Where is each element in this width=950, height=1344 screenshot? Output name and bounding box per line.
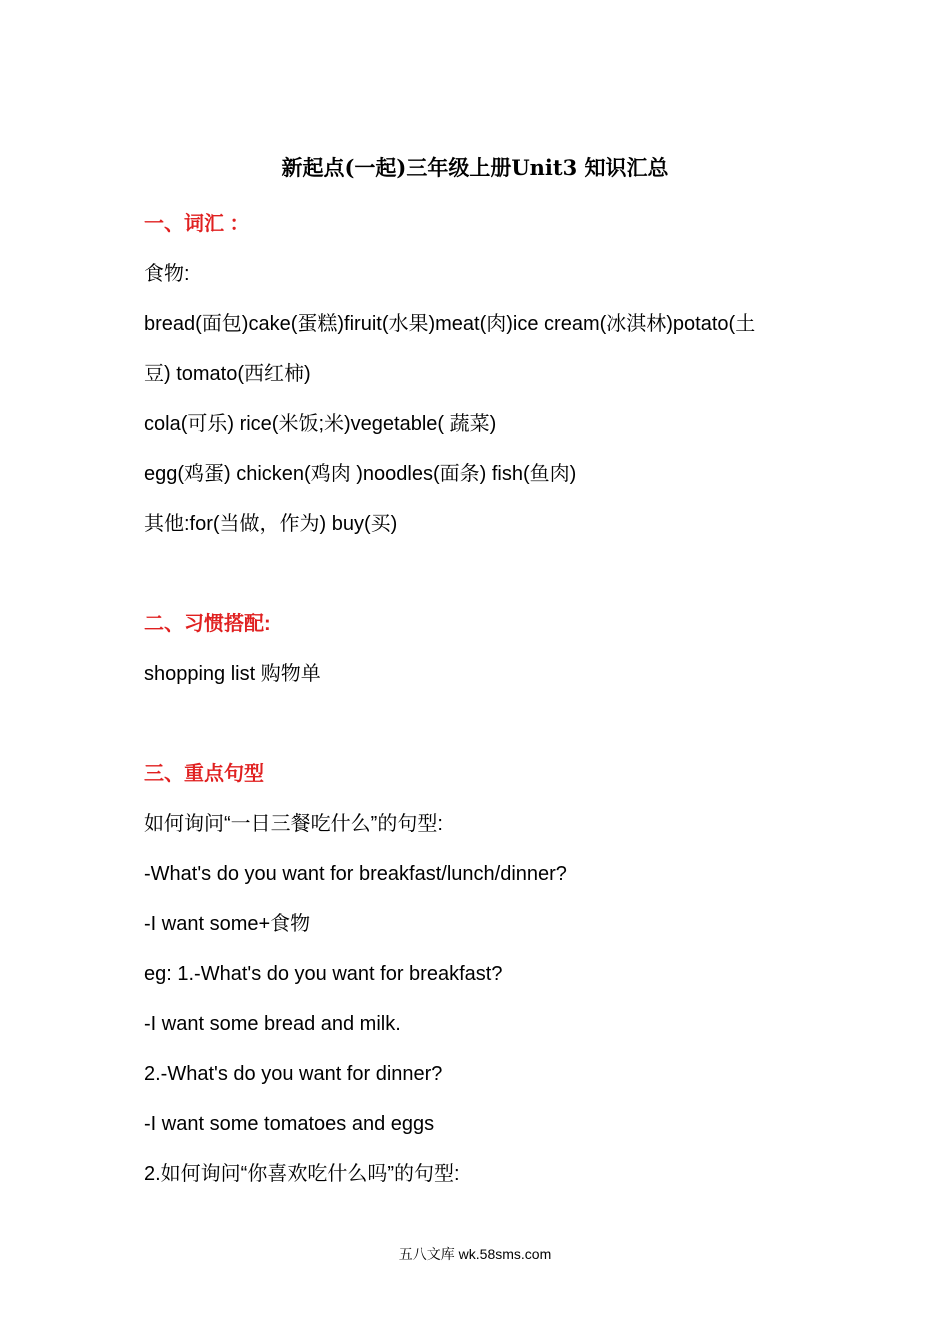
sentence-line-2: -What's do you want for breakfast/lunch/dinner? bbox=[144, 863, 567, 885]
document-body bbox=[144, 206, 824, 1206]
vocab-heading: 一、词汇 ： bbox=[144, 213, 250, 235]
collocation-heading: 二、习惯搭配: bbox=[144, 613, 271, 635]
sentence-line-8: 2.如何询问“你喜欢吃什么吗”的句型: bbox=[144, 1163, 460, 1185]
food-line-1: bread(面包)cake(蛋糕)firuit(水果)meat(肉)ice cream(冰淇林)potato(土 bbox=[144, 313, 756, 335]
sentence-line-7: -I want some tomatoes and eggs bbox=[144, 1113, 435, 1135]
sentence-line-5: -I want some bread and milk. bbox=[144, 1013, 401, 1035]
other-line: 其他:for(当做，作为) buy(买) bbox=[144, 513, 398, 535]
sentence-line-1: 如何询问“一日三餐吃什么”的句型: bbox=[144, 813, 443, 835]
food-line-2: 豆) tomato(西红柿) bbox=[144, 363, 311, 385]
document-title: 新起点(一起)三年级上册Unit3 知识汇总 bbox=[281, 155, 669, 180]
sentence-line-4: eg: 1.-What's do you want for breakfast? bbox=[144, 963, 503, 985]
sentence-line-3: -I want some+食物 bbox=[144, 913, 311, 935]
footer-watermark: 五八文库 wk.58sms.com bbox=[398, 1246, 552, 1262]
food-line-4: egg(鸡蛋) chicken(鸡肉 )noodles(面条) fish(鱼肉) bbox=[144, 463, 577, 485]
food-line-3: cola(可乐) rice(米饭;米)vegetable( 蔬菜) bbox=[144, 413, 497, 435]
food-label: 食物: bbox=[144, 263, 190, 285]
sentence-line-6: 2.-What's do you want for dinner? bbox=[144, 1063, 443, 1085]
spacer bbox=[144, 556, 824, 606]
collocation-line: shopping list 购物单 bbox=[144, 663, 321, 685]
spacer bbox=[144, 706, 824, 756]
sentence-heading: 三、重点句型 bbox=[144, 763, 264, 785]
